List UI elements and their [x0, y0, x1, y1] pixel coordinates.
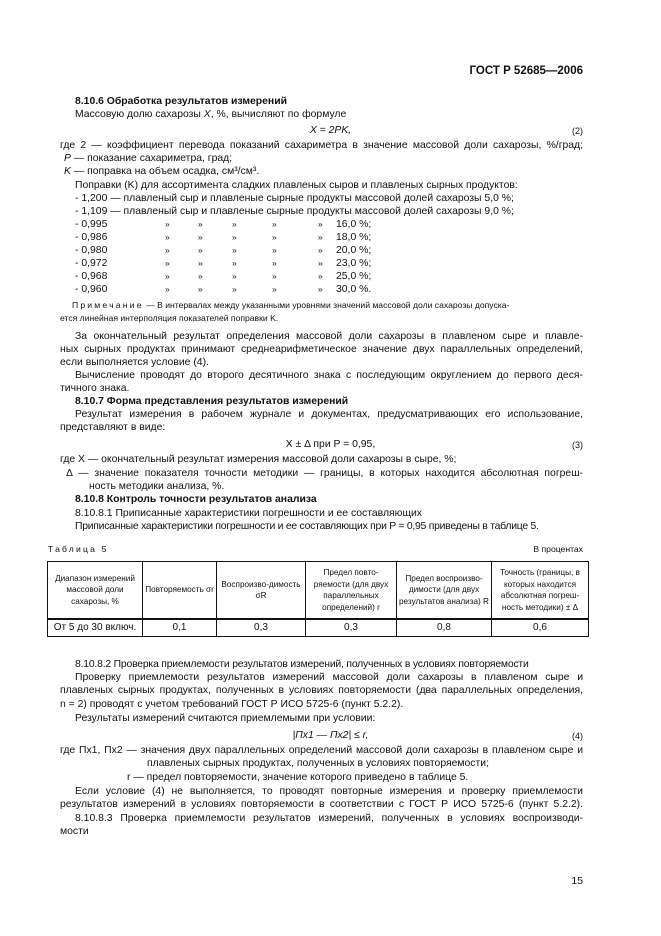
- column-header: Предел воспроизво-димости (для двух результатов анализа) R: [397, 562, 492, 620]
- definition: ность методики анализа, %.: [89, 481, 225, 492]
- list-item: - 0,960: [75, 284, 108, 295]
- list-item: - 0,986: [75, 232, 108, 243]
- section-heading-8-10-6: 8.10.6 Обработка результатов измерений: [75, 96, 287, 107]
- subsection-heading: 8.10.8.1 Приписанные характеристики погрешности и ее составляющих: [75, 508, 422, 519]
- list-item-percent: 30,0 %.: [336, 284, 372, 295]
- definition: где 2 — коэффициент перевода показаний сахариметра в значение массовой доли сахарозы, %/град;: [60, 140, 583, 151]
- list-item-percent: 20,0 %;: [336, 245, 372, 256]
- paragraph: Поправки (K) для ассортимента сладких плавленых сыров и плавленых сырных продуктов:: [75, 180, 518, 191]
- table-caption: Таблица 5: [48, 544, 109, 554]
- column-header: Точность (границы, в которых находится абсолютная погреш-ность методики) ± Δ: [492, 562, 589, 620]
- paragraph: Результат измерения в рабочем журнале и документах, предусматривающих его использование,: [75, 409, 583, 420]
- ditto-mark: »: [232, 245, 237, 255]
- list-item: - 1,109 — плавленый сыр и плавленые сырные продукты массовой долей сахарозы 9,0 %;: [75, 206, 514, 217]
- note: ется линейная интерполяция показателей поправки K.: [60, 313, 279, 323]
- table-row: [48, 619, 589, 637]
- paragraph: если выполняется условие (4).: [60, 357, 209, 368]
- ditto-mark: »: [232, 258, 237, 268]
- list-item-percent: 18,0 %;: [336, 232, 372, 243]
- ditto-mark: »: [272, 271, 277, 281]
- formula-number: (3): [572, 440, 583, 450]
- paragraph: Приписанные характеристики погрешности и ее составляющих при P = 0,95 приведены в таблице 5.: [75, 521, 539, 532]
- list-item: - 0,972: [75, 258, 108, 269]
- ditto-mark: »: [272, 284, 277, 294]
- ditto-mark: »: [165, 284, 170, 294]
- ditto-mark: »: [165, 232, 170, 242]
- ditto-mark: »: [232, 219, 237, 229]
- ditto-mark: »: [198, 258, 203, 268]
- ditto-mark: »: [272, 232, 277, 242]
- section-heading-8-10-7: 8.10.7 Форма представления результатов измерений: [75, 396, 349, 407]
- ditto-mark: »: [198, 245, 203, 255]
- formula-number: (2): [572, 126, 583, 136]
- note: Примечание — В интервалах между указанными уровнями значений массовой доли сахарозы допуска-: [71, 300, 510, 310]
- table-header-row: [48, 562, 589, 620]
- paragraph: ных сырных продуктах принимают среднеарифметическое значение двух параллельных определений,: [60, 344, 583, 355]
- document-header: ГОСТ Р 52685—2006: [469, 65, 583, 77]
- list-item-percent: 25,0 %;: [336, 271, 372, 282]
- list-item: - 0,980: [75, 245, 108, 256]
- column-header: Повторяемость σr: [143, 562, 217, 620]
- table-cell: 0,8: [397, 619, 492, 637]
- ditto-mark: »: [198, 271, 203, 281]
- table-cell: 0,1: [143, 619, 217, 637]
- formula-2: X = 2PK,: [309, 125, 352, 136]
- table-units: В процентах: [533, 544, 583, 554]
- definition: Δ — значение показателя точности методики — границы, в которых находится абсолютная погреш-: [66, 468, 583, 479]
- list-item: - 0,995: [75, 219, 108, 230]
- list-item-percent: 16,0 %;: [336, 219, 372, 230]
- ditto-mark: »: [198, 219, 203, 229]
- definition: K — поправка на объем осадка, см³/см³.: [64, 166, 260, 177]
- table-cell: 0,3: [306, 619, 397, 637]
- subsection-heading: 8.10.8.2 Проверка приемлемости результатов измерений, полученных в условиях повторяемости: [75, 659, 529, 670]
- definition: где X — окончательный результат измерения массовой доли сахарозы в сыре, %;: [60, 454, 457, 465]
- ditto-mark: »: [198, 232, 203, 242]
- paragraph: За окончательный результат определения массовой доли сахарозы в плавленом сыре и плавле-: [75, 331, 583, 342]
- table-cell: От 5 до 30 включ.: [48, 619, 143, 637]
- paragraph: тичного знака.: [60, 383, 130, 394]
- ditto-mark: »: [232, 271, 237, 281]
- paragraph: Массовую долю сахарозы X, %, вычисляют по формуле: [75, 109, 347, 120]
- definition: плавленых сырных продуктах, полученных в условиях повторяемости;: [147, 758, 489, 769]
- section-heading-8-10-8: 8.10.8 Контроль точности результатов анализа: [75, 494, 317, 505]
- column-header: Воспроизво-димость σR: [217, 562, 306, 620]
- paragraph: плавленых сырных продуктах, полученных в условиях повторяемости (два параллельных определения,: [60, 685, 583, 696]
- list-item: - 0,968: [75, 271, 108, 282]
- ditto-mark: »: [198, 284, 203, 294]
- ditto-mark: »: [318, 232, 323, 242]
- column-header: Предел повто-ряемости (для двух параллельных определений) r: [306, 562, 397, 620]
- paragraph: Вычисление проводят до второго десятичного знака с последующим округлением до первого деся-: [75, 370, 583, 381]
- table-cell: 0,6: [492, 619, 589, 637]
- ditto-mark: »: [318, 245, 323, 255]
- paragraph: n = 2) проводят с учетом требований ГОСТ Р ИСО 5725-6 (пункт 5.2.2).: [60, 699, 404, 710]
- page-number: 15: [571, 875, 583, 887]
- subsection-heading: мости: [60, 826, 89, 837]
- ditto-mark: »: [272, 258, 277, 268]
- ditto-mark: »: [165, 219, 170, 229]
- paragraph: Если условие (4) не выполняется, то проводят повторные измерения и проверку приемлемости: [75, 786, 583, 797]
- list-item: - 1,200 — плавленый сыр и плавленые сырные продукты массовой долей сахарозы 5,0 %;: [75, 193, 514, 204]
- formula-4: |Пx1 — Пx2| ≤ r,: [292, 730, 369, 741]
- definition: где Пx1, Пx2 — значения двух параллельных определений массовой доли сахарозы в плавленом сыре и: [60, 745, 583, 756]
- list-item-percent: 23,0 %;: [336, 258, 372, 269]
- paragraph: представляют в виде:: [60, 422, 166, 433]
- ditto-mark: »: [318, 258, 323, 268]
- definition: P — показание сахариметра, град;: [64, 153, 233, 164]
- ditto-mark: »: [232, 284, 237, 294]
- paragraph: Проверку приемлемости результатов измерений массовой доли сахарозы в плавленом сыре и: [75, 672, 583, 683]
- ditto-mark: »: [318, 219, 323, 229]
- ditto-mark: »: [272, 245, 277, 255]
- paragraph: результатов измерений в условиях повторяемости в соответствии с ГОСТ Р ИСО 5725-6 (пункт 5.2.2).: [60, 799, 583, 810]
- ditto-mark: »: [232, 232, 237, 242]
- formula-number: (4): [572, 731, 583, 741]
- table-5: [47, 561, 589, 637]
- subsection-heading: 8.10.8.3 Проверка приемлемости результатов измерений, полученных в условиях воспроизводи-: [75, 813, 583, 824]
- ditto-mark: »: [165, 245, 170, 255]
- ditto-mark: »: [165, 258, 170, 268]
- ditto-mark: »: [272, 219, 277, 229]
- formula-3: X ± Δ при P = 0,95,: [285, 439, 376, 450]
- column-header: Диапазон измерений массовой доли сахарозы, %: [48, 562, 143, 620]
- ditto-mark: »: [318, 284, 323, 294]
- ditto-mark: »: [165, 271, 170, 281]
- ditto-mark: »: [318, 271, 323, 281]
- definition: r — предел повторяемости, значение которого приведено в таблице 5.: [127, 772, 469, 783]
- table-cell: 0,3: [217, 619, 306, 637]
- paragraph: Результаты измерений считаются приемлемыми при условии:: [75, 713, 376, 724]
